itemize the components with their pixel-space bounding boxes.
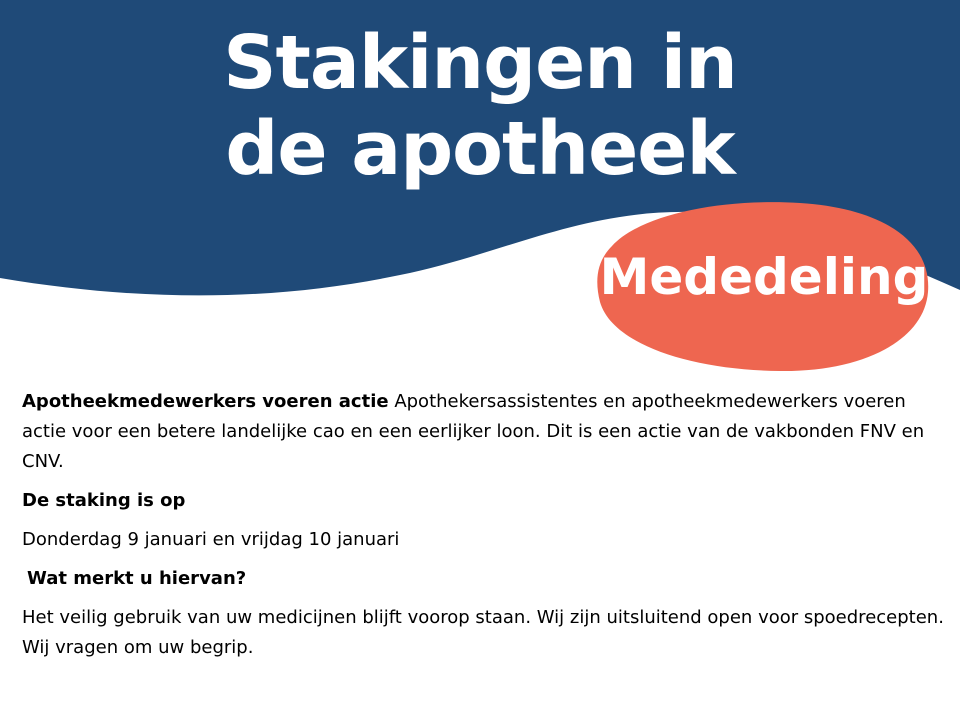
strike-heading: De staking is op <box>22 490 186 511</box>
announcement-badge: Mededeling <box>599 248 929 306</box>
announcement-body <box>22 387 947 672</box>
intro-heading: Apotheekmedewerkers voeren actie <box>22 391 389 412</box>
page-title-line-2: de apotheek <box>225 106 735 192</box>
effect-heading: Wat merkt u hiervan? <box>27 568 247 589</box>
intro-text: Apothekersassistentes en apotheekmedewerkers voeren actie voor een betere landelijke cao en een eerlijker loon. Dit is een actie van de vakbonden FNV en CNV. <box>22 391 925 472</box>
page-title-line-1: Stakingen in <box>223 20 737 106</box>
effect-text: Het veilig gebruik van uw medicijnen blijft voorop staan. Wij zijn uitsluitend open voor spoedrecepten. Wij vragen om uw begrip. <box>22 607 944 658</box>
intro-paragraph <box>22 387 947 477</box>
strike-dates: Donderdag 9 januari en vrijdag 10 januari <box>22 529 400 550</box>
